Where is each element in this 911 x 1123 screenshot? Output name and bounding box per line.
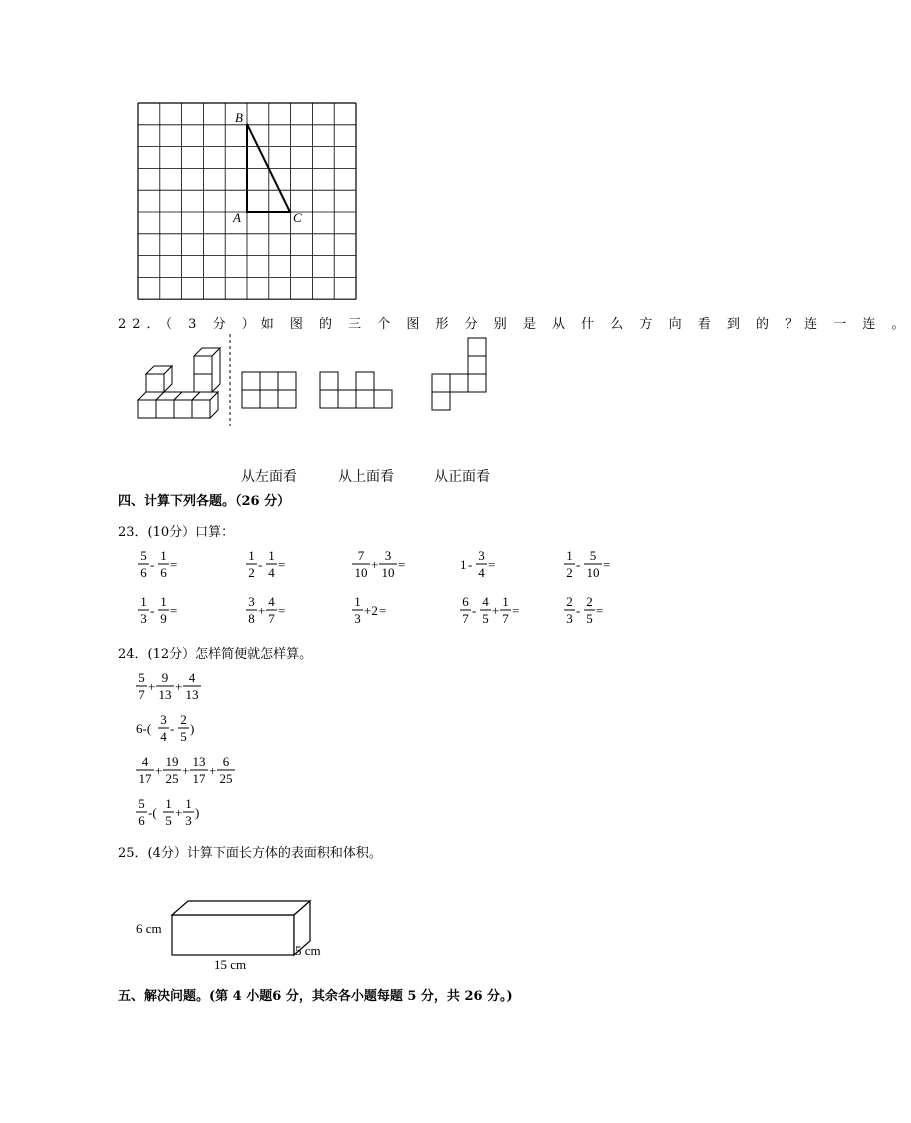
equals-sign: = bbox=[170, 603, 178, 618]
operator: - bbox=[468, 557, 473, 572]
numerator: 4 bbox=[141, 754, 149, 769]
operator: - bbox=[150, 603, 155, 618]
denominator: 3 bbox=[566, 611, 573, 626]
denominator: 4 bbox=[160, 729, 167, 744]
numerator: 1 bbox=[165, 796, 172, 811]
numerator: 1 bbox=[566, 548, 573, 563]
denominator: 13 bbox=[185, 687, 199, 702]
numerator: 6 bbox=[462, 594, 469, 609]
numerator: 3 bbox=[248, 594, 255, 609]
operator: + bbox=[155, 763, 163, 778]
point-b-label: B bbox=[235, 110, 243, 125]
numerator: 1 bbox=[248, 548, 255, 563]
equals-sign: = bbox=[379, 603, 387, 618]
expression-text: ) bbox=[195, 805, 200, 820]
denominator: 6 bbox=[138, 813, 145, 828]
operator: + bbox=[492, 603, 500, 618]
operator: + bbox=[175, 805, 183, 820]
numerator: 5 bbox=[589, 548, 597, 563]
cube-figures bbox=[130, 330, 510, 430]
numerator: 3 bbox=[478, 548, 485, 563]
denominator: 5 bbox=[180, 729, 187, 744]
denominator: 17 bbox=[192, 771, 206, 786]
numerator: 1 bbox=[160, 548, 167, 563]
view-label-left: 从左面看 bbox=[241, 469, 297, 485]
equals-sign: = bbox=[488, 557, 496, 572]
denominator: 10 bbox=[586, 565, 600, 580]
numerator: 2 bbox=[586, 594, 593, 609]
denominator: 9 bbox=[160, 611, 167, 626]
question-25-text: 25．(4分）计算下面长方体的表面积和体积。 bbox=[118, 846, 382, 861]
section-5-title: 五、解决问题。(第 4 小题6 分，其余各小题每题 5 分，共 26 分。) bbox=[118, 989, 513, 1004]
equals-sign: = bbox=[603, 557, 611, 572]
view-label-top: 从上面看 bbox=[338, 469, 394, 485]
operator: + bbox=[258, 603, 266, 618]
point-a-label: A bbox=[233, 210, 241, 225]
numerator: 19 bbox=[165, 754, 179, 769]
numerator: 2 bbox=[180, 712, 187, 727]
cuboid-height-label: 6 cm bbox=[136, 921, 162, 936]
numerator: 1 bbox=[502, 594, 509, 609]
equals-sign: = bbox=[278, 603, 286, 618]
numerator: 4 bbox=[482, 594, 489, 609]
denominator: 6 bbox=[140, 565, 147, 580]
numerator: 3 bbox=[384, 548, 392, 563]
numerator: 13 bbox=[192, 754, 206, 769]
grid-triangle-figure bbox=[130, 96, 370, 306]
expression-text: 1 bbox=[460, 557, 467, 572]
numerator: 6 bbox=[222, 754, 230, 769]
operator: + bbox=[209, 763, 217, 778]
equals-sign: = bbox=[170, 557, 178, 572]
operator: + bbox=[182, 763, 190, 778]
denominator: 6 bbox=[160, 565, 167, 580]
numerator: 9 bbox=[161, 670, 169, 685]
numerator: 4 bbox=[268, 594, 275, 609]
equals-sign: = bbox=[398, 557, 406, 572]
operator: - bbox=[258, 557, 263, 572]
q24-simplify-calculations bbox=[120, 662, 420, 834]
numerator: 3 bbox=[160, 712, 167, 727]
numerator: 1 bbox=[140, 594, 147, 609]
denominator: 2 bbox=[566, 565, 573, 580]
expression-text: 6-( bbox=[136, 721, 152, 736]
numerator: 5 bbox=[140, 548, 147, 563]
denominator: 4 bbox=[478, 565, 485, 580]
denominator: 7 bbox=[502, 611, 509, 626]
operator: - bbox=[576, 603, 581, 618]
denominator: 17 bbox=[138, 771, 152, 786]
q23-oral-calculations bbox=[120, 540, 680, 640]
denominator: 7 bbox=[462, 611, 469, 626]
operator: - bbox=[576, 557, 581, 572]
equals-sign: = bbox=[512, 603, 520, 618]
view-shape-1 bbox=[242, 372, 296, 408]
expression-text: ) bbox=[190, 721, 195, 736]
cuboid-figure bbox=[130, 895, 350, 980]
section-4-title: 四、计算下列各题。（26 分） bbox=[118, 494, 291, 509]
operator: - bbox=[170, 721, 175, 736]
denominator: 25 bbox=[165, 771, 179, 786]
view-shape-2 bbox=[320, 372, 392, 408]
expression-text: -( bbox=[148, 805, 157, 820]
numerator: 1 bbox=[268, 548, 275, 563]
denominator: 5 bbox=[165, 813, 172, 828]
denominator: 10 bbox=[354, 565, 368, 580]
view-shape-3 bbox=[432, 338, 486, 410]
equals-sign: = bbox=[596, 603, 604, 618]
denominator: 13 bbox=[158, 687, 172, 702]
denominator: 2 bbox=[248, 565, 255, 580]
question-22-text: 22．（ 3 分 ）如 图 的 三 个 图 形 分 别 是 从 什 么 方 向 看 到 的 ？连 一 连 。 bbox=[118, 317, 911, 332]
cube-stack-3d bbox=[138, 348, 220, 418]
denominator: 3 bbox=[140, 611, 147, 626]
numerator: 2 bbox=[566, 594, 573, 609]
point-c-label: C bbox=[293, 210, 302, 225]
cuboid-length-label: 15 cm bbox=[214, 957, 247, 972]
equals-sign: = bbox=[278, 557, 286, 572]
denominator: 5 bbox=[586, 611, 593, 626]
question-23-text: 23．(10分）口算： bbox=[118, 525, 235, 540]
denominator: 3 bbox=[354, 611, 361, 626]
denominator: 8 bbox=[248, 611, 255, 626]
operator: - bbox=[150, 557, 155, 572]
numerator: 1 bbox=[185, 796, 192, 811]
numerator: 7 bbox=[357, 548, 365, 563]
denominator: 10 bbox=[381, 565, 395, 580]
question-24-text: 24．(12分）怎样简便就怎样算。 bbox=[118, 647, 313, 662]
denominator: 3 bbox=[185, 813, 192, 828]
cuboid-width-label: 5 cm bbox=[295, 943, 321, 958]
denominator: 5 bbox=[482, 611, 489, 626]
operator: - bbox=[472, 603, 477, 618]
denominator: 4 bbox=[268, 565, 275, 580]
denominator: 7 bbox=[138, 687, 145, 702]
denominator: 7 bbox=[268, 611, 275, 626]
view-label-front: 从正面看 bbox=[434, 469, 490, 485]
operator: + bbox=[148, 679, 156, 694]
operator: + bbox=[371, 557, 379, 572]
numerator: 4 bbox=[188, 670, 196, 685]
denominator: 25 bbox=[219, 771, 233, 786]
numerator: 5 bbox=[138, 796, 145, 811]
numerator: 5 bbox=[138, 670, 145, 685]
operator: +2 bbox=[364, 603, 378, 618]
numerator: 1 bbox=[354, 594, 361, 609]
operator: + bbox=[175, 679, 183, 694]
numerator: 1 bbox=[160, 594, 167, 609]
